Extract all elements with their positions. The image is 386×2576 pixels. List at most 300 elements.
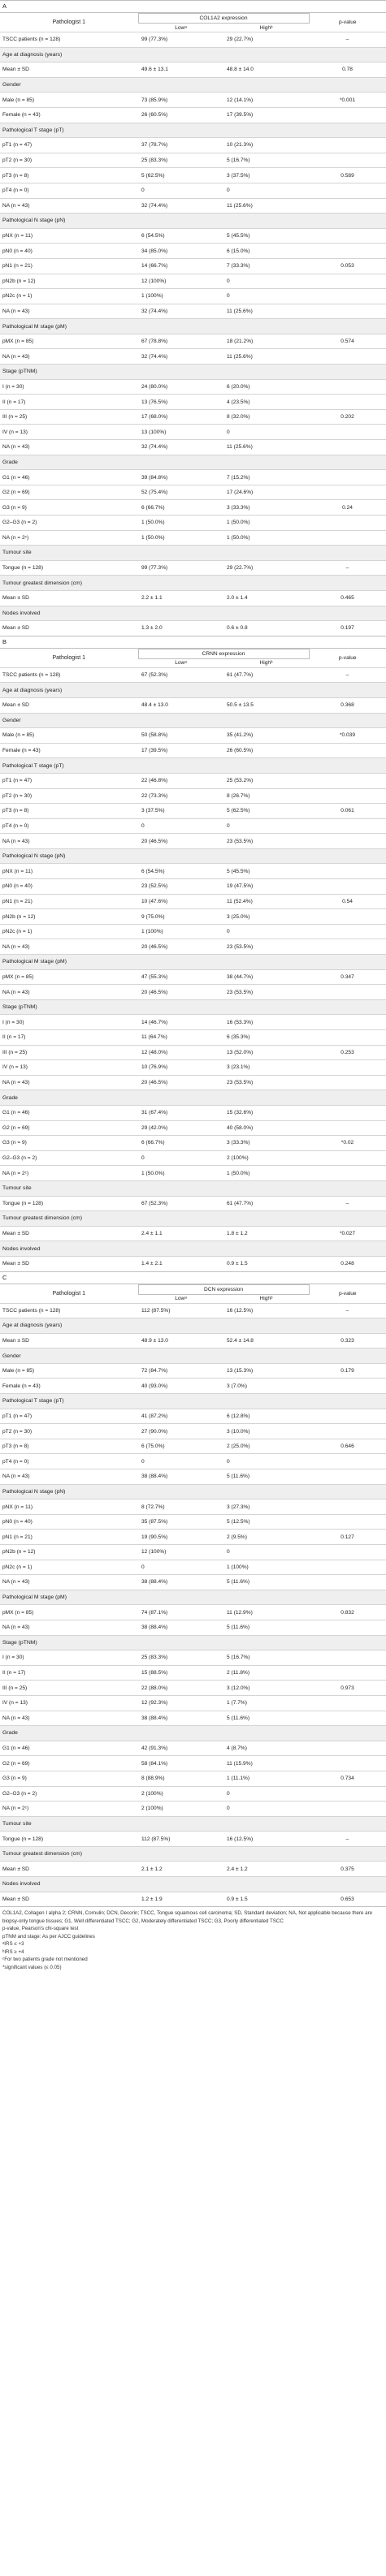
row-label: pT1 (n = 47) <box>0 138 138 153</box>
p-value <box>309 1105 386 1120</box>
low-value: 13 (76.5%) <box>138 395 223 410</box>
high-value: 23 (53.5%) <box>223 834 309 849</box>
table-row <box>0 530 386 546</box>
high-value: 0 <box>223 818 309 834</box>
p-value: – <box>309 1832 386 1847</box>
row-label: III (n = 25) <box>0 409 138 425</box>
category-row <box>0 1394 386 1409</box>
category-label: Tumour site <box>0 546 386 561</box>
table-row <box>0 818 386 834</box>
p-value <box>309 1015 386 1030</box>
p-value <box>309 909 386 925</box>
row-label: Mean ± SD <box>0 621 138 636</box>
p-value <box>309 743 386 758</box>
low-value: 22 (88.0%) <box>138 1681 223 1696</box>
table-row <box>0 985 386 1000</box>
row-label: pN1 (n = 21) <box>0 1530 138 1545</box>
low-value: 1 (100%) <box>138 924 223 939</box>
row-label: II (n = 17) <box>0 395 138 410</box>
table-row <box>0 1560 386 1575</box>
row-label: G2 (n = 69) <box>0 1120 138 1136</box>
expression-header: DCN expression <box>138 1284 309 1294</box>
p-value <box>309 1424 386 1439</box>
table-row <box>0 1150 386 1166</box>
p-value <box>309 198 386 214</box>
p-value: 0.653 <box>309 1892 386 1906</box>
high-value: 0.6 ± 0.8 <box>223 621 309 636</box>
category-row <box>0 1846 386 1862</box>
table-row <box>0 244 386 259</box>
p-value <box>309 304 386 319</box>
low-value: 8 (72.7%) <box>138 1499 223 1515</box>
low-value: 38 (88.4%) <box>138 1711 223 1726</box>
low-value: 41 (87.2%) <box>138 1409 223 1424</box>
row-label: NA (n = 43) <box>0 939 138 955</box>
p-value <box>309 153 386 168</box>
low-value: 99 (77.3%) <box>138 32 223 48</box>
row-label: pN0 (n = 40) <box>0 1514 138 1530</box>
low-value: 112 (87.5%) <box>138 1303 223 1318</box>
table-row <box>0 773 386 788</box>
table-row <box>0 1424 386 1439</box>
row-label: Mean ± SD <box>0 590 138 606</box>
low-value: 42 (91.3%) <box>138 1741 223 1756</box>
category-label: Stage (pTNM) <box>0 365 386 380</box>
row-label: NA (n = 43) <box>0 440 138 455</box>
low-value: 35 (87.5%) <box>138 1514 223 1530</box>
table-row <box>0 409 386 425</box>
row-label: pN2b (n = 12) <box>0 274 138 289</box>
category-label: Pathological M stage (pM) <box>0 319 386 334</box>
low-value: 0 <box>138 1150 223 1166</box>
section-letter: C <box>0 1271 386 1284</box>
low-value: 0 <box>138 1454 223 1469</box>
high-value: 26 (60.5%) <box>223 743 309 758</box>
category-row <box>0 999 386 1015</box>
low-value: 37 (78.7%) <box>138 138 223 153</box>
category-row <box>0 1484 386 1499</box>
high-value: 40 (58.0%) <box>223 1120 309 1136</box>
high-value: 23 (53.5%) <box>223 1075 309 1090</box>
category-label: Nodes involved <box>0 1877 386 1892</box>
low-header: Lowᵃ <box>175 24 187 31</box>
p-value <box>309 138 386 153</box>
low-value: 6 (75.0%) <box>138 1439 223 1454</box>
low-value: 8 (88.9%) <box>138 1771 223 1786</box>
table-row <box>0 1711 386 1726</box>
low-value: 2 (100%) <box>138 1801 223 1817</box>
category-row <box>0 1211 386 1227</box>
row-label: pT3 (n = 8) <box>0 804 138 819</box>
table-row <box>0 1136 386 1151</box>
category-row <box>0 365 386 380</box>
category-row <box>0 1318 386 1334</box>
category-row <box>0 1590 386 1605</box>
category-row <box>0 47 386 63</box>
high-value: 3 (27.3%) <box>223 1499 309 1515</box>
category-row <box>0 214 386 229</box>
p-value: – <box>309 560 386 576</box>
p-value <box>309 788 386 804</box>
high-value: 5 (45.5%) <box>223 864 309 879</box>
row-label: G2 (n = 69) <box>0 1756 138 1771</box>
low-value: 17 (68.0%) <box>138 409 223 425</box>
p-value <box>309 1030 386 1046</box>
high-value: 17 (24.6%) <box>223 485 309 500</box>
row-label: pN2b (n = 12) <box>0 909 138 925</box>
high-value: 5 (62.5%) <box>223 804 309 819</box>
high-value: 6 (20.0%) <box>223 379 309 395</box>
category-row <box>0 848 386 864</box>
high-value: 11 (25.6%) <box>223 349 309 365</box>
row-label: Mean ± SD <box>0 1862 138 1877</box>
expression-table <box>0 1284 386 1907</box>
table-row <box>0 1681 386 1696</box>
expression-table <box>0 13 386 636</box>
row-label: NA (n = 2ᶜ) <box>0 530 138 546</box>
row-label: pN1 (n = 21) <box>0 258 138 274</box>
category-row <box>0 123 386 138</box>
category-label: Stage (pTNM) <box>0 999 386 1015</box>
footnote-line: COL1A2, Collagen I alpha 2; CRNN, Cornulin; DCN, Decorin; TSCC, Tongue squamous cell carcinoma; SD, Standard deviation; NA, Not applicable because there are biopsy-only tongue tissues; G1, Well differentiated TSCC; G2, Moderately differentiated TSCC; G3, Poorly differentiated TSCC <box>2 1910 373 1924</box>
category-label: Pathological T stage (pT) <box>0 123 386 138</box>
pathologist-header: Pathologist 1 <box>52 19 85 26</box>
high-value: 1 (50.0%) <box>223 1166 309 1181</box>
row-label: NA (n = 43) <box>0 985 138 1000</box>
row-label: NA (n = 43) <box>0 198 138 214</box>
high-value: 16 (12.5%) <box>223 1832 309 1847</box>
expression-header: CRNN expression <box>138 649 309 658</box>
row-label: NA (n = 43) <box>0 834 138 849</box>
table-row <box>0 32 386 48</box>
table-row <box>0 1469 386 1485</box>
high-value: 29 (22.7%) <box>223 560 309 576</box>
table-row <box>0 590 386 606</box>
high-value: 3 (10.0%) <box>223 1424 309 1439</box>
p-value <box>309 1665 386 1681</box>
low-value: 1 (50.0%) <box>138 516 223 531</box>
low-value: 67 (78.8%) <box>138 334 223 349</box>
p-value: 0.061 <box>309 804 386 819</box>
p-value: – <box>309 32 386 48</box>
category-row <box>0 713 386 728</box>
table-row <box>0 1105 386 1120</box>
category-label: Pathological N stage (pN) <box>0 1484 386 1499</box>
row-label: III (n = 25) <box>0 1045 138 1060</box>
p-value <box>309 274 386 289</box>
table-row <box>0 1862 386 1877</box>
row-label: NA (n = 43) <box>0 1469 138 1485</box>
p-value: 0.973 <box>309 1681 386 1696</box>
pvalue-header: p-value <box>338 1290 357 1297</box>
p-value <box>309 1711 386 1726</box>
high-value: 50.5 ± 13.5 <box>223 697 309 713</box>
high-value: 5 (11.6%) <box>223 1711 309 1726</box>
low-value: 1 (100%) <box>138 289 223 304</box>
table-row <box>0 1409 386 1424</box>
high-value: 8 (26.7%) <box>223 788 309 804</box>
p-value: 0.323 <box>309 1333 386 1348</box>
category-label: Gender <box>0 77 386 93</box>
p-value <box>309 1469 386 1485</box>
category-label: Stage (pTNM) <box>0 1635 386 1650</box>
table-row <box>0 1075 386 1090</box>
p-value <box>309 1575 386 1590</box>
row-label: G2–G3 (n = 2) <box>0 516 138 531</box>
high-value: 0 <box>223 425 309 440</box>
expression-header: COL1A2 expression <box>138 14 309 24</box>
table-row <box>0 1771 386 1786</box>
table-row <box>0 228 386 244</box>
table-row <box>0 1015 386 1030</box>
table-row <box>0 395 386 410</box>
row-label: NA (n = 43) <box>0 349 138 365</box>
high-value: 38 (44.7%) <box>223 969 309 985</box>
row-label: pMX (n = 85) <box>0 334 138 349</box>
high-value: 6 (12.8%) <box>223 1409 309 1424</box>
p-value <box>309 183 386 198</box>
high-value: 10 (21.3%) <box>223 138 309 153</box>
low-value: 20 (46.5%) <box>138 834 223 849</box>
category-row <box>0 1816 386 1832</box>
high-value: 1 (100%) <box>223 1560 309 1575</box>
low-value: 6 (54.5%) <box>138 228 223 244</box>
high-value: 61 (47.7%) <box>223 1196 309 1211</box>
row-label: pN2c (n = 1) <box>0 1560 138 1575</box>
table-row <box>0 804 386 819</box>
low-value: 32 (74.4%) <box>138 304 223 319</box>
row-label: pN1 (n = 21) <box>0 894 138 909</box>
p-value <box>309 1379 386 1394</box>
low-value: 12 (100%) <box>138 1545 223 1560</box>
table-row <box>0 425 386 440</box>
row-label: pT3 (n = 8) <box>0 168 138 183</box>
low-value: 1.3 ± 2.0 <box>138 621 223 636</box>
table-row <box>0 864 386 879</box>
row-label: Mean ± SD <box>0 63 138 78</box>
p-value: 0.24 <box>309 500 386 516</box>
high-value: 3 (25.0%) <box>223 909 309 925</box>
pathologist-header: Pathologist 1 <box>52 1290 85 1297</box>
category-row <box>0 1726 386 1741</box>
p-value <box>309 1545 386 1560</box>
row-label: pT1 (n = 47) <box>0 773 138 788</box>
row-label: pMX (n = 85) <box>0 969 138 985</box>
low-value: 49.6 ± 13.1 <box>138 63 223 78</box>
p-value: 0.589 <box>309 168 386 183</box>
row-label: NA (n = 43) <box>0 1620 138 1635</box>
pvalue-header: p-value <box>338 655 357 661</box>
p-value: 0.179 <box>309 1363 386 1379</box>
row-label: Mean ± SD <box>0 1226 138 1241</box>
low-value: 74 (87.1%) <box>138 1605 223 1620</box>
p-value <box>309 1150 386 1166</box>
p-value <box>309 1695 386 1711</box>
p-value <box>309 440 386 455</box>
table-row <box>0 274 386 289</box>
p-value: – <box>309 1196 386 1211</box>
table-row <box>0 621 386 636</box>
high-header: Highᵇ <box>259 24 273 31</box>
p-value <box>309 834 386 849</box>
table-row <box>0 924 386 939</box>
row-label: G3 (n = 9) <box>0 1771 138 1786</box>
category-label: Pathological T stage (pT) <box>0 758 386 774</box>
category-label: Age at diagnosis (years) <box>0 683 386 698</box>
low-value: 17 (39.5%) <box>138 743 223 758</box>
low-value: 0 <box>138 1560 223 1575</box>
table-row <box>0 909 386 925</box>
low-value: 20 (46.5%) <box>138 985 223 1000</box>
table-row <box>0 1892 386 1906</box>
table-row <box>0 349 386 365</box>
row-label: Mean ± SD <box>0 1892 138 1906</box>
footnote-line: ᵃIRS ≤ +3 <box>2 1941 24 1948</box>
high-value: 2.4 ± 1.2 <box>223 1862 309 1877</box>
high-value: 11 (25.6%) <box>223 198 309 214</box>
p-value: – <box>309 1303 386 1318</box>
pvalue-header: p-value <box>338 19 357 26</box>
high-value: 19 (47.5%) <box>223 879 309 895</box>
p-value <box>309 864 386 879</box>
p-value: 0.375 <box>309 1862 386 1877</box>
high-value: 15 (32.6%) <box>223 1105 309 1120</box>
table-row <box>0 1801 386 1817</box>
table-row <box>0 1499 386 1515</box>
high-value: 5 (11.6%) <box>223 1469 309 1485</box>
low-value: 31 (67.4%) <box>138 1105 223 1120</box>
low-value: 0 <box>138 818 223 834</box>
footnote-line: ᶜFor two patients grade not mentioned <box>2 1957 88 1963</box>
high-value: 2.0 ± 1.4 <box>223 590 309 606</box>
high-value: 5 (16.7%) <box>223 153 309 168</box>
high-header: Highᵇ <box>259 1296 273 1301</box>
table-row <box>0 1379 386 1394</box>
high-value: 7 (33.3%) <box>223 258 309 274</box>
row-label: G3 (n = 9) <box>0 500 138 516</box>
p-value <box>309 1801 386 1817</box>
row-label: II (n = 17) <box>0 1030 138 1046</box>
row-label: III (n = 25) <box>0 1681 138 1696</box>
table-row <box>0 1605 386 1620</box>
p-value <box>309 425 386 440</box>
low-value: 48.9 ± 13.0 <box>138 1333 223 1348</box>
high-value: 0.9 ± 1.5 <box>223 1892 309 1906</box>
row-label: pT4 (n = 0) <box>0 1454 138 1469</box>
table-row <box>0 1665 386 1681</box>
low-value: 27 (90.0%) <box>138 1424 223 1439</box>
row-label: NA (n = 43) <box>0 1711 138 1726</box>
low-value: 12 (48.0%) <box>138 1045 223 1060</box>
low-value: 50 (58.8%) <box>138 728 223 744</box>
category-row <box>0 77 386 93</box>
high-value: 11 (52.4%) <box>223 894 309 909</box>
high-value: 11 (25.6%) <box>223 440 309 455</box>
low-value: 26 (60.5%) <box>138 107 223 123</box>
high-value: 2 (25.0%) <box>223 1439 309 1454</box>
low-value: 32 (74.4%) <box>138 349 223 365</box>
low-value: 5 (62.5%) <box>138 168 223 183</box>
low-value: 67 (52.3%) <box>138 1196 223 1211</box>
high-value: 1 (11.1%) <box>223 1771 309 1786</box>
low-value: 14 (66.7%) <box>138 258 223 274</box>
row-label: NA (n = 43) <box>0 304 138 319</box>
table-row <box>0 1256 386 1271</box>
high-value: 48.8 ± 14.0 <box>223 63 309 78</box>
table-row <box>0 440 386 455</box>
p-value <box>309 349 386 365</box>
row-label: pT2 (n = 30) <box>0 1424 138 1439</box>
p-value <box>309 1060 386 1076</box>
low-value: 2 (100%) <box>138 1786 223 1801</box>
table-row <box>0 198 386 214</box>
p-value <box>309 924 386 939</box>
row-label: Tongue (n = 128) <box>0 1196 138 1211</box>
table-row <box>0 1363 386 1379</box>
table-row <box>0 304 386 319</box>
low-value: 1 (50.0%) <box>138 1166 223 1181</box>
p-value: 0.574 <box>309 334 386 349</box>
row-label: pNX (n = 11) <box>0 228 138 244</box>
row-label: Tongue (n = 128) <box>0 1832 138 1847</box>
p-value <box>309 1409 386 1424</box>
row-label: pT1 (n = 47) <box>0 1409 138 1424</box>
low-value: 1 (50.0%) <box>138 530 223 546</box>
category-label: Pathological N stage (pN) <box>0 214 386 229</box>
p-value: 0.127 <box>309 1530 386 1545</box>
row-label: Female (n = 43) <box>0 1379 138 1394</box>
low-value: 38 (88.4%) <box>138 1575 223 1590</box>
category-label: Nodes involved <box>0 1241 386 1257</box>
low-value: 32 (74.4%) <box>138 440 223 455</box>
high-value: 1.8 ± 1.2 <box>223 1226 309 1241</box>
low-value: 2.2 ± 1.1 <box>138 590 223 606</box>
category-row <box>0 455 386 470</box>
row-label: Male (n = 85) <box>0 1363 138 1379</box>
high-value: 7 (15.2%) <box>223 470 309 485</box>
row-label: Male (n = 85) <box>0 728 138 744</box>
p-value <box>309 1620 386 1635</box>
table-row <box>0 1650 386 1666</box>
row-label: pN0 (n = 40) <box>0 244 138 259</box>
table-row <box>0 93 386 108</box>
table-row <box>0 1741 386 1756</box>
table-row <box>0 1439 386 1454</box>
low-value: 52 (75.4%) <box>138 485 223 500</box>
category-label: Tumour site <box>0 1816 386 1832</box>
p-value: 0.832 <box>309 1605 386 1620</box>
table-row <box>0 289 386 304</box>
high-value: 16 (53.3%) <box>223 1015 309 1030</box>
high-value: 2 (9.5%) <box>223 1530 309 1545</box>
table-row <box>0 879 386 895</box>
p-value <box>309 985 386 1000</box>
row-label: IV (n = 13) <box>0 1695 138 1711</box>
high-value: 0 <box>223 924 309 939</box>
low-value: 67 (52.3%) <box>138 667 223 683</box>
category-row <box>0 1241 386 1257</box>
p-value: 0.646 <box>309 1439 386 1454</box>
high-value: 4 (23.5%) <box>223 395 309 410</box>
table-row <box>0 939 386 955</box>
low-value: 0 <box>138 183 223 198</box>
p-value: *0.02 <box>309 1136 386 1151</box>
table-row <box>0 969 386 985</box>
low-value: 6 (66.7%) <box>138 1136 223 1151</box>
row-label: Mean ± SD <box>0 697 138 713</box>
category-row <box>0 1348 386 1364</box>
p-value: 0.053 <box>309 258 386 274</box>
